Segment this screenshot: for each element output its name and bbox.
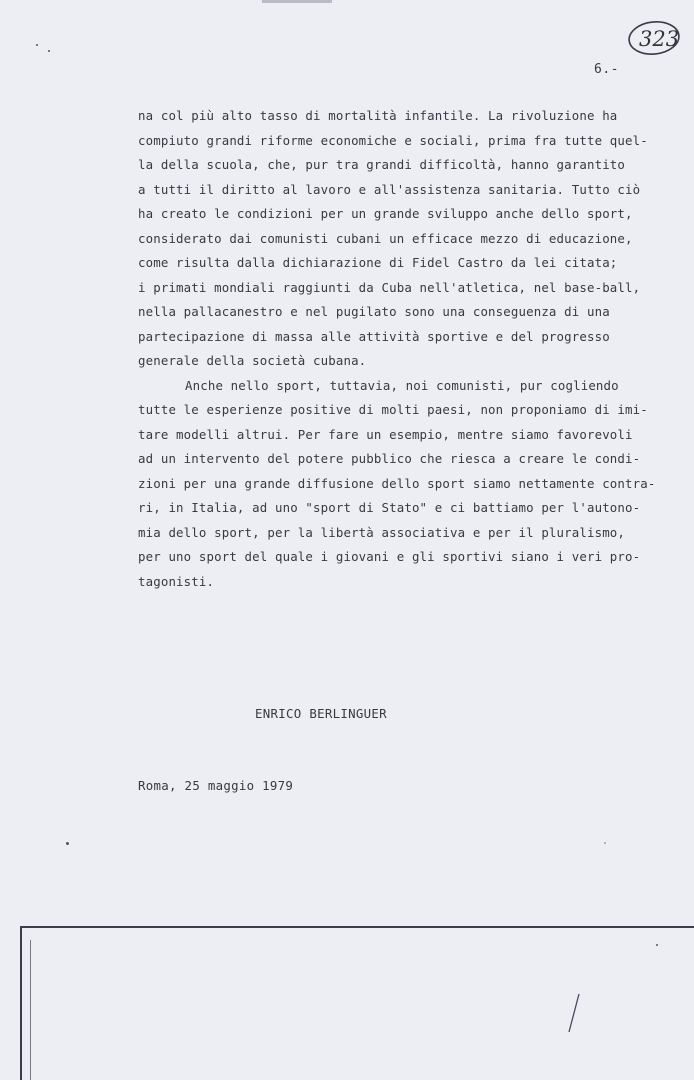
text-line: tutte le esperienze positive di molti paesi, non proponiamo di imi-: [138, 402, 648, 417]
text-line: i primati mondiali raggiunti da Cuba nell'atletica, nel base-ball,: [138, 279, 641, 295]
text-line: considerato dai comunisti cubani un efficace mezzo di educazione,: [138, 230, 633, 246]
archive-number-text: 323: [639, 27, 680, 51]
text-line: zioni per una grande diffusione dello sport siamo nettamente contra-: [138, 475, 656, 491]
text-line: per uno sport del quale i giovani e gli sportivi siano i veri pro-: [138, 549, 641, 564]
text-line: compiuto grandi riforme economiche e sociali, prima fra tutte quel-: [138, 132, 648, 148]
paper-edge-frame: [20, 926, 694, 1080]
text-line: generale della società cubana.: [138, 353, 367, 368]
page-number: 6.-: [594, 62, 619, 77]
archive-number-stamp: [626, 18, 682, 58]
text-line: la della scuola, che, pur tra grandi difficoltà, hanno garantito: [138, 157, 626, 172]
paragraph-1: [138, 104, 648, 374]
text-line: nella pallacanestro e nel pugilato sono una conseguenza di una: [138, 304, 610, 319]
scan-speck: [604, 842, 606, 844]
signature: ENRICO BERLINGUER: [255, 706, 387, 721]
text-line: ri, in Italia, ad uno "sport di Stato" e ci battiamo per l'autono-: [138, 500, 641, 515]
pen-stroke-mark: [566, 992, 582, 1034]
paragraph-2: [138, 374, 656, 595]
text-line: come risulta dalla dichiarazione di Fidel Castro da lei citata;: [138, 255, 618, 270]
text-line: a tutti il diritto al lavoro e all'assistenza sanitaria. Tutto ciò: [138, 181, 641, 197]
place-date: Roma, 25 maggio 1979: [138, 778, 294, 793]
text-line: na col più alto tasso di mortalità infantile. La rivoluzione ha: [138, 108, 618, 123]
text-line: tare modelli altrui. Per fare un esempio, mentre siamo favorevoli: [138, 426, 633, 442]
text-line: mia dello sport, per la libertà associativa e per il pluralismo,: [138, 524, 626, 540]
text-line: Anche nello sport, tuttavia, noi comunisti, pur cogliendo: [185, 377, 619, 393]
scan-speck: [36, 44, 38, 46]
text-line: partecipazione di massa alle attività sportive e del progresso: [138, 328, 610, 344]
letter-body: [138, 104, 656, 594]
scan-speck: [66, 842, 69, 845]
scan-smudge: [262, 0, 332, 3]
text-line: ha creato le condizioni per un grande sviluppo anche dello sport,: [138, 206, 633, 221]
text-line: ad un intervento del potere pubblico che riesca a creare le condi-: [138, 451, 641, 466]
paper-edge-line: [30, 940, 31, 1080]
scan-speck: [48, 50, 50, 52]
text-line: tagonisti.: [138, 573, 215, 589]
